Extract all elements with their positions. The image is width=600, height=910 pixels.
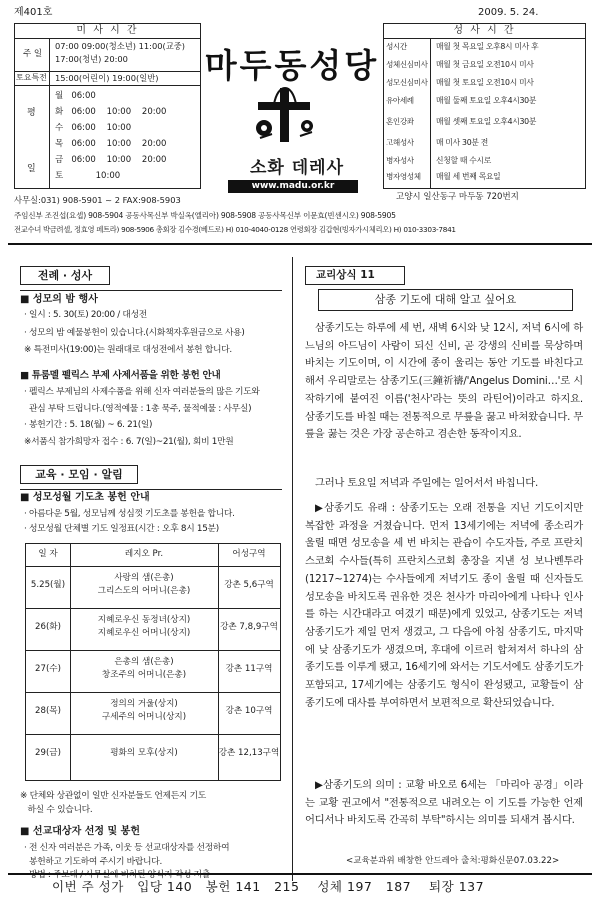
sacrament-name: 고해성사 xyxy=(386,138,414,147)
note-line: ※ 단체와 상관없이 일반 신자분들도 언제든지 기도 xyxy=(20,791,207,801)
hymn-communion-label: 성체 xyxy=(317,879,343,894)
mass-weekday-row: 화 06:00 10:00 20:00 xyxy=(55,107,167,117)
sacrament-times-title: 성 사 시 간 xyxy=(384,24,585,39)
table-cell-praesidium: 은총의 샘(은총) xyxy=(114,657,174,667)
hymn-entrance-label: 입당 xyxy=(137,879,163,894)
table-cell-praesidium: 그리스도의 어머니(은총) xyxy=(97,586,191,596)
mass-weekday-row: 수 06:00 10:00 xyxy=(55,123,132,133)
sacrament-name: 병자영성체 xyxy=(386,172,421,181)
table-cell-praesidium: 지혜로우신 동정녀(상지) xyxy=(97,615,191,625)
section-doctrine: 교리상식 11 xyxy=(305,266,405,285)
list-item: 관심 부탁 드립니다.(영적예물 : 1총 묵주, 물적예물 : 사무실) xyxy=(24,403,252,414)
hymn-recessional-number: 137 xyxy=(458,879,485,894)
table-cell-praesidium: 평화의 모후(상지) xyxy=(110,748,178,758)
table-cell-praesidium: 사랑의 샘(은총) xyxy=(114,573,174,583)
issue-number: 제401호 xyxy=(14,7,53,18)
candle-list xyxy=(24,508,286,536)
table-cell-area: 강촌 12,13구역 xyxy=(218,748,280,758)
table-cell-area: 강촌 7,8,9구역 xyxy=(220,622,278,632)
mass-weekday-label-2: 일 xyxy=(27,164,36,174)
sacrament-name: 성시간 xyxy=(386,42,407,51)
mass-sunday-label: 주 일 xyxy=(23,49,43,59)
list-item: ※서품식 참가희망자 접수 : 6. 7(일)~21(월), 회비 1만원 xyxy=(24,436,234,447)
ordination-list xyxy=(24,386,286,450)
note-line: 하실 수 있습니다. xyxy=(20,804,93,815)
cross-rose-icon xyxy=(250,86,320,146)
article-paragraph-1: 삼종기도는 하루에 세 번, 새벽 6시와 낮 12시, 저녁 6시에 하느님의 아드님이 사람이 되신 신비, 곧 강생의 신비를 묵상하며 바치는 기도이며, 이 시간에 종이 울리는 동안 기도를 바친다고 해서 우리말로는 삼종기도(三鐘祈禱/'Angelus Domini…'로 시작하기에 붙여진 이름('천사'라는 뜻의 라틴어)이라고 하지요. 삼종기도를 바칠 때는 전통적으로 무릎을 꿇고 바쳐왔습니다. 무릎을 꿇는 것은 가장 공손하고 겸손한 동작이지요. xyxy=(305,322,583,441)
article-origin: ▶삼종기도 유래 : 삼종기도는 오래 전통을 지닌 기도이지만 복잡한 과정을 거쳤습니다. 먼저 13세기에는 저녁에 종소리가 울릴 때면 성모송을 세 번 바치는 관습이 수도자들, 주로 프란치스코회 수사들(특히 프란치스코회 총장을 지낸 성 보나벤투라(1217~1274)는 수사들에게 저녁기도 종이 울릴 때 신자들도 성모송을 바치도록 권유한 것은 천사가 마리아에게 나타나 인사를 하는 시간대라고 여겼기 때문)에게 있었고, 삼종기도는 저녁 삼종기도가 제일 먼저 생겼고, 그 다음에 아침 삼종기도, 마지막에 낮 삼종기도가 생겼으며, 후대에 이르러 합쳐져서 하나의 삼종기도를 이루게 됐고, 16세기에 와서는 기도서에도 삼종기도가 포함되고, 17세기에는 삼종기도 형식이 완성됐고, 교황들이 삼종기도에 대사를 부여하면서 보편적으로 확산되었습니다. xyxy=(305,502,583,709)
sacrament-time: 매월 세 번째 목요일 xyxy=(436,172,501,181)
hymn-recessional-label: 퇴장 xyxy=(429,879,455,894)
heading-ordination: ■ 튜룸멜 펠릭스 부제 사제서품을 위한 봉헌 안내 xyxy=(20,370,221,381)
table-cell-praesidium: 정의의 거울(상지) xyxy=(110,699,178,709)
sacrament-time: 매월 첫 토요일 오전10시 미사 xyxy=(436,78,534,87)
article-title: 삼종 기도에 대해 알고 싶어요 xyxy=(318,289,573,311)
mass-weekday-row: 토 10:00 xyxy=(55,171,121,181)
parish-url[interactable]: www.madu.or.kr xyxy=(228,180,358,193)
sacrament-time: 신청할 때 수시로 xyxy=(436,156,491,165)
clergy-contact: 주임신부 조진섭(요셉) 908-5904 공동사목신부 박실옥(엘리아) 908-5908 공동사목신부 이문효(빈센시오) 908-5905 xyxy=(14,211,396,220)
list-item: ※ 특전미사(19:00)는 원래대로 대성전에서 봉헌 합니다. xyxy=(24,345,232,356)
table-header-praesidium: 레지오 Pr. xyxy=(124,549,164,559)
list-item: · 방법 : 주보대 / 사무실에 비치된 양식지 작성 저출 xyxy=(24,870,211,881)
sacrament-time: 매월 셋째 토요일 오후4시30분 xyxy=(436,117,537,126)
table-cell-date: 28(목) xyxy=(35,706,61,716)
mass-weekday-row: 금 06:00 10:00 20:00 xyxy=(55,155,167,165)
mass-saturday-times: 15:00(어린이) 19:00(일반) xyxy=(55,73,159,83)
sacrament-time: 매월 첫 목요일 오후8시 미사 후 xyxy=(436,42,539,51)
list-item: · 성모성월 단체별 기도 일정표(시간 : 오후 8시 15분) xyxy=(24,523,219,534)
staff-contact: 전교수녀 박금려셀, 정효영 페트라) 908-5906 총회장 김수경(베드로) H) 010-4040-0128 연령회장 김갑현(빙자가시체리오) H) 010-3303-7841 xyxy=(14,225,456,234)
list-item: · 펠릭스 부제님의 사제수품을 위해 신자 여러분들의 많은 기도와 xyxy=(24,387,260,397)
section-education: 교육 · 모임 · 알림 xyxy=(20,465,138,484)
parish-patron: 소화 데레사 xyxy=(249,158,345,178)
sacrament-time: 매 미사 30분 전 xyxy=(436,138,489,147)
article-meaning: ▶삼종기도의 의미 : 교황 바오로 6세는 「마리아 공경」이라는 교황 권고에서 "전통적으로 내려오는 이 기도를 가능한 언제 어디서나 바치도록 간곡히 부탁"하시는 의미를 되새겨 봅시다. xyxy=(305,779,583,827)
mass-weekday-label-1: 평 xyxy=(27,108,36,118)
sacrament-name: 성체신심미사 xyxy=(386,60,428,69)
sacrament-time: 매월 둘째 토요일 오후4시30분 xyxy=(436,96,537,105)
table-cell-date: 29(금) xyxy=(35,748,61,758)
table-cell-date: 27(수) xyxy=(35,664,61,674)
table-cell-date: 26(화) xyxy=(35,622,61,632)
section-liturgy: 전례 · 성사 xyxy=(20,266,110,285)
may-night-list xyxy=(24,309,284,358)
table-cell-area: 강촌 10구역 xyxy=(225,706,273,716)
mass-saturday-label: 토요특전 xyxy=(16,73,47,82)
mass-weekday-list xyxy=(55,88,200,184)
prayer-schedule-table xyxy=(25,543,281,781)
hymn-offertory-label: 봉헌 xyxy=(205,879,231,894)
list-item: · 성모의 밤 예물봉헌이 있습니다.(시화책자후원금으로 사용) xyxy=(24,327,245,338)
list-item: · 전 신자 여러분은 가족, 이웃 등 선교대상자를 선정하여 xyxy=(24,843,230,853)
list-item: · 아름다운 5월, 성모님께 성심껏 기도초를 봉헌을 합니다. xyxy=(24,509,235,519)
issue-date: 2009. 5. 24. xyxy=(478,7,539,18)
heading-may-night: ■ 성모의 밤 행사 xyxy=(20,294,98,305)
hymn-entrance-number: 140 xyxy=(166,879,193,894)
sacrament-name: 병자성사 xyxy=(386,156,414,165)
candle-note xyxy=(20,790,284,817)
sacrament-time: 매월 첫 금요일 오전10시 미사 xyxy=(436,60,534,69)
parish-name: 마두동성당 xyxy=(204,46,380,85)
list-item: 봉헌하고 기도하여 주시기 바랍니다. xyxy=(24,856,162,867)
mass-sunday-times-2: 17:00(청년) 20:00 xyxy=(55,54,128,64)
sacrament-name: 혼인강좌 xyxy=(386,117,414,126)
article-source: <교육분과위 배창한 안드레아 출처:평화신문07.03.22> xyxy=(346,856,560,866)
office-contact: 사무실:031) 908-5901 ~ 2 FAX:908-5903 xyxy=(14,195,181,205)
list-item: · 봉헌기간 : 5. 18(월) ~ 6. 21(일) xyxy=(24,420,153,431)
article-paragraph-2: 그러나 토요일 저녁과 주일에는 일어서서 바칩니다. xyxy=(315,477,539,489)
sacrament-name: 유아세례 xyxy=(386,96,414,105)
parish-address: 고양시 일산동구 마두동 720번지 xyxy=(396,192,519,202)
mass-times-title: 미 사 시 간 xyxy=(15,24,200,39)
table-cell-praesidium: 지혜로우신 어머니(상지) xyxy=(97,628,191,638)
mass-sunday-times-1: 07:00 09:00(청소년) 11:00(교중) xyxy=(55,41,186,51)
sacrament-name: 성모신심미사 xyxy=(386,78,428,87)
hymn-communion-number: 197 187 xyxy=(347,879,412,894)
mass-weekday-row: 목 06:00 10:00 20:00 xyxy=(55,139,167,149)
heading-mission: ■ 선교대상자 선정 및 봉헌 xyxy=(20,826,140,837)
mass-weekday-row: 월 06:00 xyxy=(55,91,96,101)
sacrament-times-box xyxy=(383,23,586,189)
heading-candle: ■ 성모성월 기도초 봉헌 안내 xyxy=(20,492,150,503)
table-header-date: 일 자 xyxy=(38,549,58,559)
hymn-label: 이번 주 성가 xyxy=(52,879,124,894)
hymn-bar xyxy=(52,877,484,895)
list-item: · 일시 : 5. 30(토) 20:00 / 대성전 xyxy=(24,310,147,320)
table-cell-praesidium: 창조주의 어머니(은총) xyxy=(101,670,187,680)
mass-times-box xyxy=(14,23,201,189)
table-header-area: 어성구역 xyxy=(232,549,266,559)
table-cell-area: 강촌 11구역 xyxy=(225,664,273,674)
hymn-offertory-number: 141 215 xyxy=(235,879,300,894)
table-cell-area: 강촌 5,6구역 xyxy=(224,580,274,590)
table-cell-praesidium: 구세주의 어머니(상지) xyxy=(101,712,187,722)
table-cell-date: 5.25(월) xyxy=(30,580,66,590)
